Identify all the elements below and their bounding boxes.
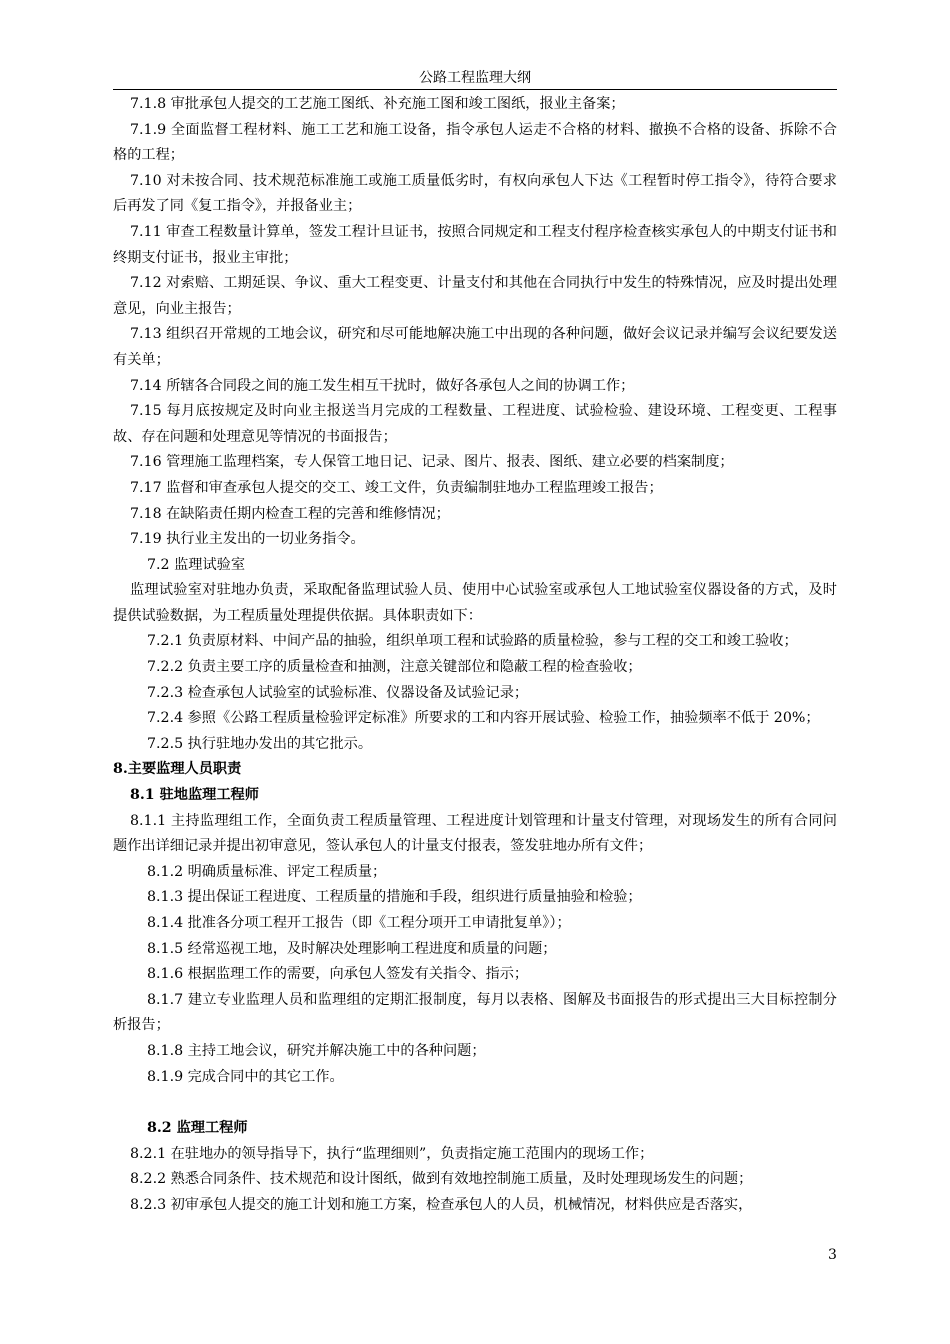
paragraph-7-11: 7.11 审查工程数量计算单，签发工程计旦证书，按照合同规定和工程支付程序检查核实承包人的中期支付证书和终期支付证书，报业主审批； — [113, 223, 837, 266]
paragraph-7-15: 7.15 每月底按规定及时向业主报送当月完成的工程数量、工程进度、试验检验、建设环境、工程变更、工程事故、存在问题和处理意见等情况的书面报告； — [113, 403, 837, 445]
paragraph-7-1-9: 7.1.9 全面监督工程材料、施工工艺和施工设备，指令承包人运走不合格的材料、撤换不合格的设备、拆除不合格的工程； — [113, 121, 837, 164]
heading-7-2: 7.2 监理试验室 — [147, 556, 246, 573]
paragraph-8-1-5: 8.1.5 经常巡视工地，及时解决处理影响工程进度和质量的问题； — [147, 940, 557, 957]
paragraph-7-19: 7.19 执行业主发出的一切业务指令。 — [130, 531, 365, 548]
heading-8-1: 8.1 驻地监理工程师 — [130, 787, 259, 804]
paragraph-8-2-3: 8.2.3 初审承包人提交的施工计划和施工方案，检查承包人的人员，机械情况，材料供应是否落实， — [130, 1196, 753, 1213]
paragraph-8-1-9: 8.1.9 完成合同中的其它工作。 — [147, 1068, 344, 1085]
paragraph-8-1-4: 8.1.4 批准各分项工程开工报告（即《工程分项开工申请批复单》）； — [147, 915, 571, 931]
document-body — [113, 92, 837, 1219]
paragraph-7-17: 7.17 监督和审查承包人提交的交工、竣工文件，负责编制驻地办工程监理竣工报告； — [130, 479, 663, 496]
paragraph-7-1-8: 7.1.8 审批承包人提交的工艺施工图纸、补充施工图和竣工图纸，报业主备案； — [130, 96, 625, 112]
paragraph-7-12: 7.12 对索赔、工期延误、争议、重大工程变更、计量支付和其他在合同执行中发生的特殊情况，应及时提出处理意见，向业主报告； — [113, 275, 837, 317]
paragraph-7-2-3: 7.2.3 检查承包人试验室的试验标准、仪器设备及试验记录； — [147, 684, 529, 701]
heading-8-2: 8.2 监理工程师 — [147, 1120, 248, 1137]
paragraph-7-2-2: 7.2.2 负责主要工序的质量检查和抽测，注意关键部位和隐蔽工程的检查验收； — [147, 659, 642, 676]
heading-8: 8.主要监理人员职责 — [113, 761, 242, 778]
paragraph-8-1-1: 8.1.1 主持监理组工作，全面负责工程质量管理、工程进度计划管理和计量支付管理，对现场发生的所有合同问题作出详细记录并提出初审意见，签认承包人的计量支付报表，签发驻地办所有文件； — [113, 812, 837, 855]
paragraph-lab-intro: 监理试验室对驻地办负责，采取配备监理试验人员、使用中心试验室或承包人工地试验室仪器设备的方式，及时提供试验数据，为工程质量处理提供依据。具体职责如下： — [113, 582, 837, 624]
paragraph-7-13: 7.13 组织召开常规的工地会议，研究和尽可能地解决施工中出现的各种问题，做好会议记录并编写会议纪要发送有关单； — [113, 326, 837, 368]
paragraph-8-1-7: 8.1.7 建立专业监理人员和监理组的定期汇报制度，每月以表格、图解及书面报告的形式提出三大目标控制分析报告； — [113, 991, 837, 1034]
paragraph-8-1-8: 8.1.8 主持工地会议，研究并解决施工中的各种问题； — [147, 1042, 486, 1059]
paragraph-7-14: 7.14 所辖各合同段之间的施工发生相互干扰时，做好各承包人之间的协调工作； — [130, 377, 635, 394]
paragraph-8-2-2: 8.2.2 熟悉合同条件、技术规范和设计图纸，做到有效地控制施工质量，及时处理现场发生的问题； — [130, 1171, 753, 1188]
paragraph-7-16: 7.16 管理施工监理档案，专人保管工地日记、记录、图片、报表、图纸、建立必要的档案制度； — [130, 454, 734, 471]
paragraph-8-2-1: 8.2.1 在驻地办的领导指导下，执行“监理细则”，负责指定施工范围内的现场工作； — [130, 1145, 654, 1162]
paragraph-7-2-4: 7.2.4 参照《公路工程质量检验评定标准》所要求的工和内容开展试验、检验工作，抽验频率不低于 20%； — [147, 710, 820, 727]
paragraph-8-1-6: 8.1.6 根据监理工作的需要，向承包人签发有关指令、指示； — [147, 966, 529, 983]
paragraph-7-10: 7.10 对未按合同、技术规范标准施工或施工质量低劣时，有权向承包人下达《工程暂时停工指令》，待符合要求后再发了同《复工指令》，并报备业主； — [113, 172, 837, 215]
page-number: 3 — [828, 1247, 837, 1263]
paragraph-8-1-3: 8.1.3 提出保证工程进度、工程质量的措施和手段，组织进行质量抽验和检验； — [147, 889, 642, 906]
paragraph-7-18: 7.18 在缺陷责任期内检查工程的完善和维修情况； — [130, 505, 450, 522]
paragraph-7-2-1: 7.2.1 负责原材料、中间产品的抽验，组织单项工程和试验路的质量检验，参与工程的交工和竣工验收； — [147, 633, 798, 650]
paragraph-7-2-5: 7.2.5 执行驻地办发出的其它批示。 — [147, 735, 373, 752]
blank-line — [113, 1090, 837, 1116]
page-header-title: 公路工程监理大纲 — [113, 68, 837, 90]
paragraph-8-1-2: 8.1.2 明确质量标准、评定工程质量； — [147, 863, 387, 880]
